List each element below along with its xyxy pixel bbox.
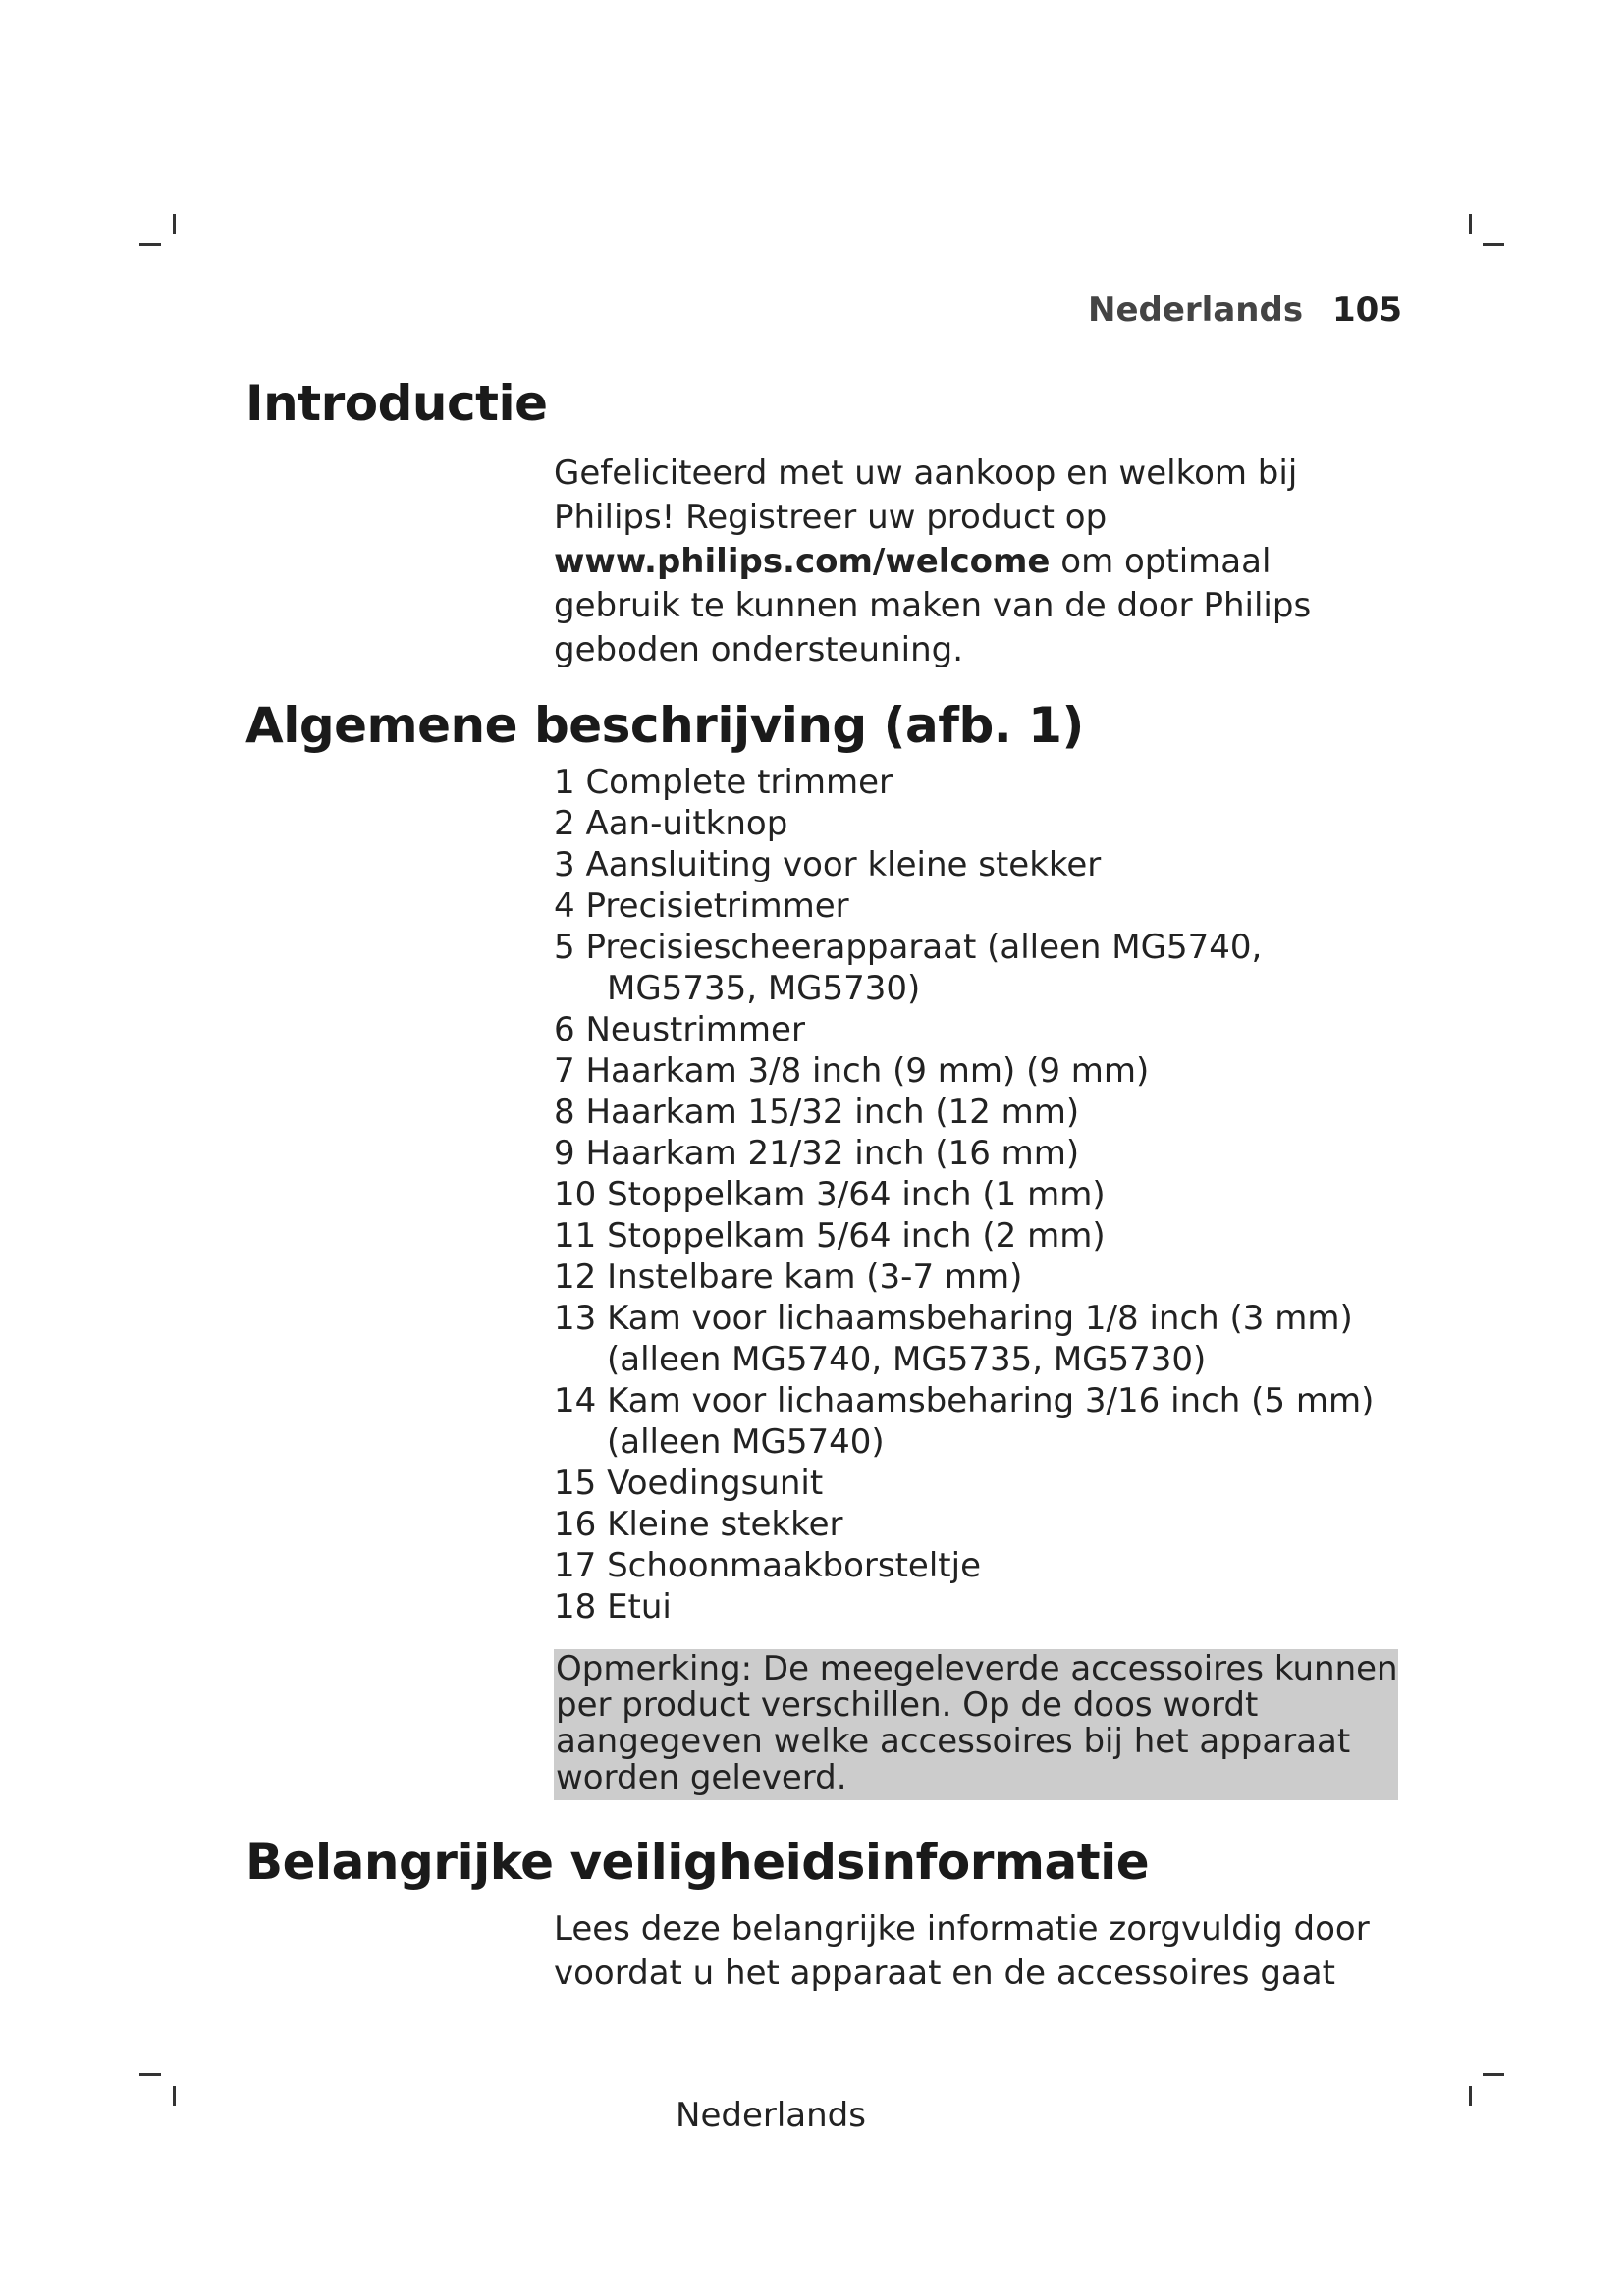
parts-list (554, 762, 1418, 1628)
list-item (554, 1133, 1418, 1174)
list-item-text: 5 Precisiescheerapparaat (alleen MG5740, (554, 928, 1263, 967)
crop-mark (139, 2073, 161, 2076)
list-item (554, 1092, 1418, 1133)
list-item (554, 1174, 1418, 1215)
list-item-text: 2 Aan-uitknop (554, 804, 788, 843)
list-item (554, 762, 1418, 803)
list-item-text: 9 Haarkam 21/32 inch (16 mm) (554, 1134, 1080, 1173)
list-item-text: 7 Haarkam 3/8 inch (9 mm) (9 mm) (554, 1051, 1150, 1091)
welcome-link[interactable]: www.philips.com/welcome (554, 542, 1051, 581)
list-item (554, 803, 1418, 844)
list-item (554, 1504, 1418, 1545)
list-item-text: 15 Voedingsunit (554, 1464, 824, 1503)
list-item-continuation: (alleen MG5740) (607, 1422, 885, 1462)
list-item (554, 1463, 1418, 1504)
crop-mark (1469, 214, 1472, 234)
header-language: Nederlands (1088, 291, 1304, 330)
crop-mark (139, 243, 161, 246)
crop-mark (1483, 243, 1504, 246)
list-item-continuation: (alleen MG5740, MG5735, MG5730) (607, 1340, 1207, 1379)
section-title-veiligheid: Belangrijke veiligheidsinformatie (245, 1834, 1150, 1891)
list-item (554, 1256, 1418, 1298)
list-item (554, 1545, 1418, 1586)
list-item-text: 10 Stoppelkam 3/64 inch (1 mm) (554, 1175, 1106, 1214)
crop-mark (173, 214, 176, 234)
section-title-introductie: Introductie (245, 375, 548, 432)
list-item (554, 885, 1418, 927)
list-item (554, 844, 1418, 885)
crop-mark (1483, 2073, 1504, 2076)
list-item-text: 13 Kam voor lichaamsbeharing 1/8 inch (3 mm) (554, 1299, 1353, 1338)
note-box: Opmerking: De meegeleverde accessoires kunnen per product verschillen. Op de doos wordt aangegeven welke accessoires bij het apparaat worden geleverd. (554, 1649, 1398, 1800)
list-item-text: 4 Precisietrimmer (554, 886, 849, 926)
list-item-text: 6 Neustrimmer (554, 1010, 805, 1049)
list-item (554, 1298, 1418, 1380)
list-item-text: 11 Stoppelkam 5/64 inch (2 mm) (554, 1216, 1106, 1255)
intro-text: Gefeliciteerd met uw aankoop en welkom bij Philips! Registreer uw product op (554, 454, 1298, 537)
list-item-text: 16 Kleine stekker (554, 1505, 843, 1544)
list-item-text: 17 Schoonmaakborsteltje (554, 1546, 981, 1585)
intro-paragraph (554, 452, 1388, 672)
section-title-algemene-beschrijving: Algemene beschrijving (afb. 1) (245, 697, 1084, 754)
list-item-text: 12 Instelbare kam (3-7 mm) (554, 1257, 1023, 1297)
safety-paragraph: Lees deze belangrijke informatie zorgvuldig door voordat u het apparaat en de accessoires gaat (554, 1909, 1370, 1993)
list-item-text: 8 Haarkam 15/32 inch (12 mm) (554, 1093, 1080, 1132)
list-item-text: 14 Kam voor lichaamsbeharing 3/16 inch (5 mm) (554, 1381, 1375, 1420)
list-item-text: 1 Complete trimmer (554, 763, 893, 802)
intro-text-cont: om optimaal gebruik te kunnen maken van de door Philips geboden ondersteuning. (554, 542, 1312, 669)
list-item (554, 1009, 1418, 1050)
list-item-text: 18 Etui (554, 1587, 672, 1627)
list-item (554, 1586, 1418, 1628)
list-item-text: 3 Aansluiting voor kleine stekker (554, 845, 1102, 884)
page-number: 105 (1332, 291, 1402, 330)
footer-language: Nederlands (676, 2096, 866, 2135)
list-item (554, 1050, 1418, 1092)
list-item (554, 927, 1418, 1009)
list-item (554, 1215, 1418, 1256)
list-item-continuation: MG5735, MG5730) (607, 969, 921, 1008)
list-item (554, 1380, 1418, 1463)
